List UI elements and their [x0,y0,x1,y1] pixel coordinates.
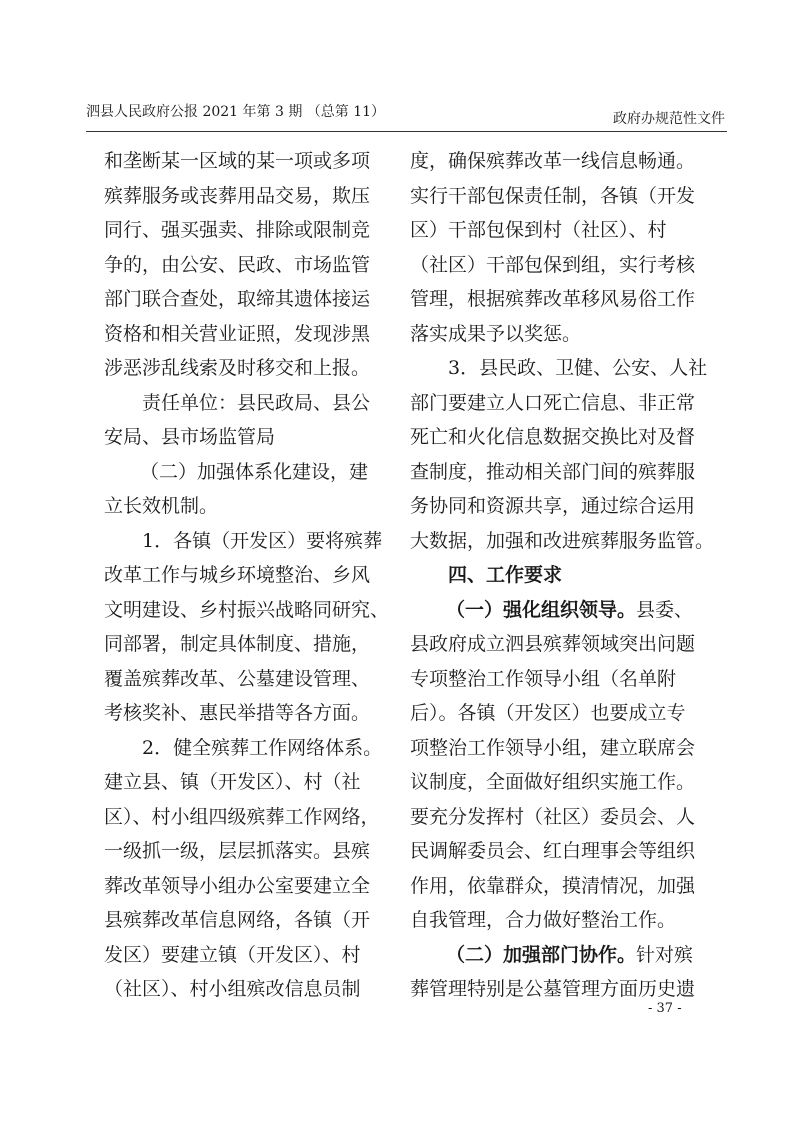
text-line: 葬改革领导小组办公室要建立全 [104,874,371,897]
list-item: 2．健全殡葬工作网络体系。 [142,736,383,759]
text-line: 区）干部包保到村（社区）、村 [410,219,667,241]
text-line: 作用，依靠群众，摸清情况，加强 [410,874,696,897]
left-column [104,144,399,1007]
text-line: 资格和相关营业证照，发现涉黑 [104,322,371,345]
text-line: 度，确保殡葬改革一线信息畅通。 [410,150,696,172]
text-line: （社区）、村小组殡改信息员制 [104,978,361,1000]
bulletin-header: 泗县人民政府公报 2021 年第 3 期 （总第 11） [86,104,386,120]
text-line: 安局、县市场监管局 [104,426,276,448]
subsection-paragraph [410,593,705,628]
text-line: 同行、强买强卖、排除或限制竞 [104,219,371,241]
text-line: 同部署，制定具体制度、措施， [104,633,371,655]
text-line: 区）、村小组四级殡葬工作网络， [104,805,380,828]
text-line: 文明建设、乡村振兴战略同研究、 [104,598,390,621]
text-line: 覆盖殡葬改革、公墓建设管理、 [104,667,371,690]
page-number: - 37 - [648,1001,682,1016]
text-line: 发区）要建立镇（开发区）、村 [104,943,361,966]
text-line: 专项整治工作领导小组（名单附 [410,667,677,690]
text-line: 大数据，加强和改进殡葬服务监管。 [410,529,715,552]
subsection-heading: （二）加强部门协作。 [446,943,637,966]
text-line: 葬管理特别是公墓管理方面历史遗 [410,978,696,1000]
text-line: （社区）干部包保到组，实行考核 [410,253,696,276]
text-line: 一级抓一级，层层抓落实。县殡 [104,840,371,862]
list-item: 1．各镇（开发区）要将殡葬 [142,529,383,552]
text-line: 改革工作与城乡环境整治、乡风 [104,564,371,586]
text-line: 涉恶涉乱线索及时移交和上报。 [104,357,371,379]
text-line: 争的，由公安、民政、市场监管 [104,253,371,276]
text-line: 县殡葬改革信息网络，各镇（开 [104,909,371,931]
text-run: 县委、 [636,598,694,621]
text-line: 建立县、镇（开发区）、村（社 [104,771,361,793]
header-divider [86,131,727,132]
responsible-units: 责任单位：县民政局、县公 [142,391,371,414]
text-line: 殡葬服务或丧葬用品交易，欺压 [104,184,371,207]
text-line: 和垄断某一区域的某一项或多项 [104,150,371,172]
text-line: 考核奖补、惠民举措等各方面。 [104,702,371,724]
text-line: 民调解委员会、红白理事会等组织 [410,840,696,862]
text-line: 实行干部包保责任制，各镇（开发 [410,184,696,207]
text-line: 死亡和火化信息数据交换比对及督 [410,426,696,448]
text-line: 要充分发挥村（社区）委员会、人 [410,805,696,828]
section-heading: 四、工作要求 [448,564,563,586]
list-item: 3．县民政、卫健、公安、人社 [448,357,708,379]
text-line: 落实成果予以奖惩。 [410,322,582,345]
text-line: 项整治工作领导小组，建立联席会 [410,736,696,759]
text-line: 议制度，全面做好组织实施工作。 [410,771,696,793]
text-line: 县政府成立泗县殡葬领域突出问题 [410,633,696,655]
text-line: 查制度，推动相关部门间的殡葬服 [410,460,696,483]
text-line: 自我管理，合力做好整治工作。 [410,909,677,931]
text-line: 部门要建立人口死亡信息、非正常 [410,391,696,414]
right-column [410,144,715,1007]
subsection-heading: （一）强化组织领导。 [446,598,637,621]
subsection-heading: 立长效机制。 [104,495,219,517]
text-line: 管理，根据殡葬改革移风易俗工作 [410,288,696,310]
text-run: 针对殡 [636,943,694,966]
subsection-paragraph [410,938,705,973]
text-line: 部门联合查处，取缔其遗体接运 [104,288,371,310]
text-line: 务协同和资源共享，通过综合运用 [410,495,696,517]
text-line: 后）。各镇（开发区）也要成立专 [410,702,686,724]
section-header: 政府办规范性文件 [613,111,725,127]
subsection-heading: （二）加强体系化建设，建 [140,460,369,483]
